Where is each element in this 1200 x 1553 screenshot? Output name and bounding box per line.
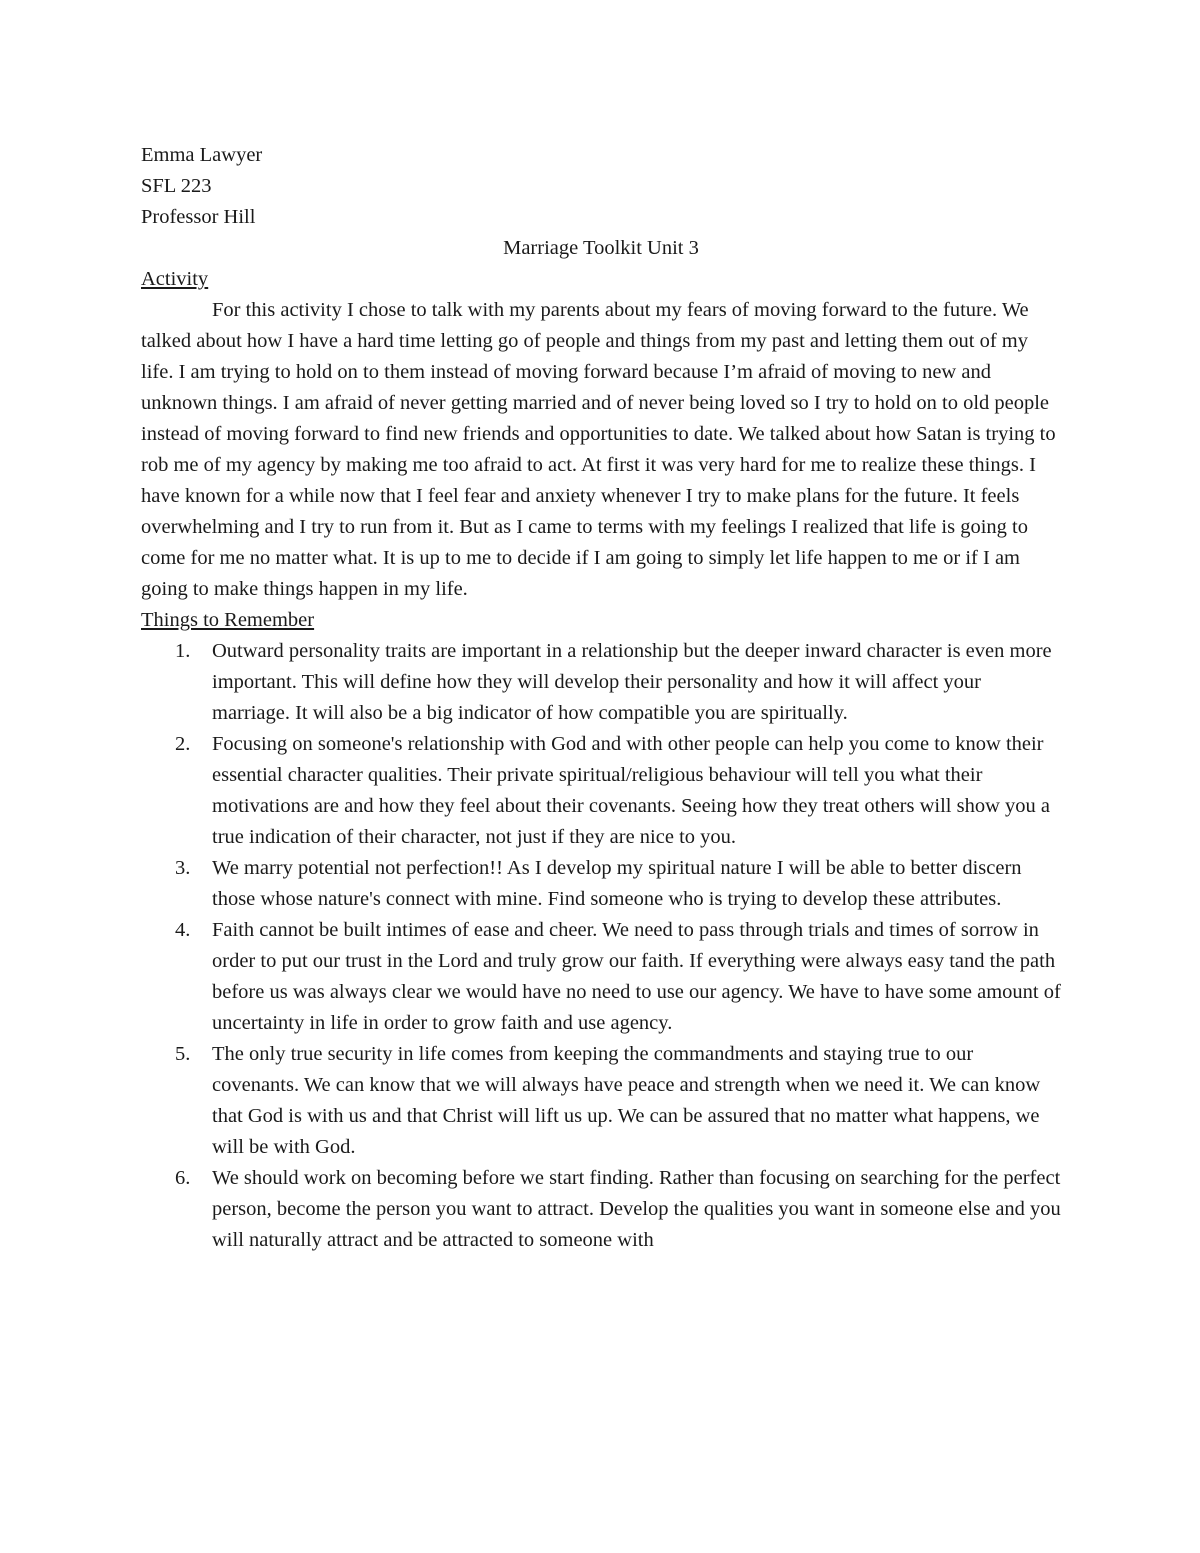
author-name: Emma Lawyer (141, 144, 263, 166)
list-item-text: The only true security in life comes from keeping the commandments and staying true to our covenants. We can know that we will always have peace and strength when we need it. We can know that God is with us and that Christ will lift us up. We can be assured that no matter what happens, we will be with God. (212, 1043, 1041, 1158)
list-item-number: 2. (175, 733, 191, 755)
list-item-text: Focusing on someone's relationship with God and with other people can help you come to know their essential character qualities. Their private spiritual/religious behaviour will tell you what their motivations are and how they feel about their covenants. Seeing how they treat others will show you a true indication of their character, not just if they are nice to you. (212, 733, 1051, 848)
activity-heading: Activity (141, 268, 209, 290)
professor-name: Professor Hill (141, 206, 256, 228)
list-item-number: 5. (175, 1043, 191, 1065)
list-item-number: 3. (175, 857, 191, 879)
list-item-number: 1. (175, 640, 191, 662)
list-item (141, 1163, 1061, 1256)
things-to-remember-list (141, 636, 1061, 1256)
document-page (141, 140, 1061, 1256)
list-item (141, 636, 1061, 729)
list-item-text: Outward personality traits are important in a relationship but the deeper inward character is even more important. This will define how they will develop their personality and how it will affect your marriage. It will also be a big indicator of how compatible you are spiritually. (212, 640, 1052, 724)
list-item (141, 915, 1061, 1039)
things-to-remember-heading: Things to Remember (141, 609, 315, 631)
list-item-number: 6. (175, 1167, 191, 1189)
list-item-text: Faith cannot be built intimes of ease and cheer. We need to pass through trials and times of sorrow in order to put our trust in the Lord and truly grow our faith. If everything were always easy tand the path before us was always clear we would have no need to use our agency. We have to have some amount of uncertainty in life in order to grow faith and use agency. (212, 919, 1061, 1034)
list-item (141, 1039, 1061, 1163)
list-item-number: 4. (175, 919, 191, 941)
course-code: SFL 223 (141, 175, 212, 197)
list-item (141, 729, 1061, 853)
document-title: Marriage Toolkit Unit 3 (503, 237, 699, 259)
list-item (141, 853, 1061, 915)
list-item-text: We marry potential not perfection!! As I develop my spiritual nature I will be able to better discern those whose nature's connect with mine. Find someone who is trying to develop these attributes. (212, 857, 1022, 910)
activity-paragraph: For this activity I chose to talk with my parents about my fears of moving forward to the future. We talked about how I have a hard time letting go of people and things from my past and letting them out of my life. I am trying to hold on to them instead of moving forward because I’m afraid of moving to new and unknown things. I am afraid of never getting married and of never being loved so I try to hold on to old people instead of moving forward to find new friends and opportunities to date. We talked about how Satan is trying to rob me of my agency by making me too afraid to act. At first it was very hard for me to realize these things. I have known for a while now that I feel fear and anxiety whenever I try to make plans for the future. It feels overwhelming and I try to run from it. But as I came to terms with my feelings I realized that life is going to come for me no matter what. It is up to me to decide if I am going to simply let life happen to me or if I am going to make things happen in my life. (141, 299, 1056, 600)
list-item-text: We should work on becoming before we start finding. Rather than focusing on searching for the perfect person, become the person you want to attract. Develop the qualities you want in someone else and you will naturally attract and be attracted to someone with (212, 1167, 1061, 1251)
